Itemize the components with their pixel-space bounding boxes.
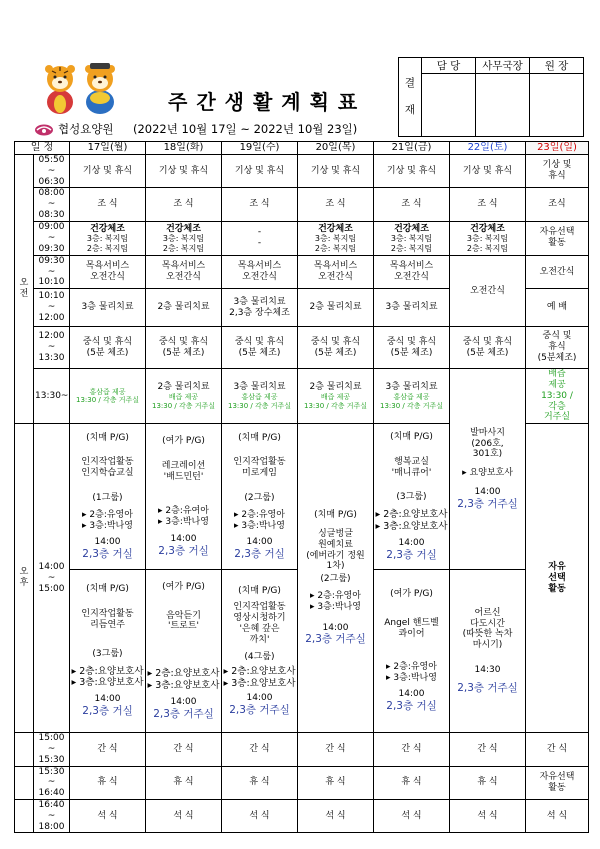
cell-wed: 휴 식 bbox=[222, 766, 298, 799]
cell-mon: 간 식 bbox=[70, 733, 146, 766]
program-location: 2,3층 거실 bbox=[234, 548, 285, 561]
cell-mon bbox=[70, 221, 146, 255]
cell-title: 건강체조 bbox=[394, 223, 429, 234]
program-location: 2,3층 거주실 bbox=[229, 704, 290, 717]
program-time: 14:00 bbox=[322, 622, 349, 633]
cell-title: 3층 물리치료 bbox=[233, 382, 286, 393]
time-cell: 14:00 ~ 15:00 bbox=[34, 424, 70, 733]
program-time: 14:00 bbox=[170, 533, 197, 544]
table-row bbox=[15, 327, 589, 369]
table-row bbox=[15, 188, 589, 221]
cell-sun: 간 식 bbox=[526, 733, 589, 766]
program-location: 2,3층 거주실 bbox=[153, 707, 214, 720]
cell-sat: 간 식 bbox=[450, 733, 526, 766]
cell-thu: 목욕서비스 오전간식 bbox=[298, 255, 374, 288]
program-type: (여가 P/G) bbox=[162, 581, 205, 592]
day-header-thu: 20일(목) bbox=[298, 142, 374, 155]
cell-sat: 조 식 bbox=[450, 188, 526, 221]
cell-fri: 목욕서비스 오전간식 bbox=[374, 255, 450, 288]
cell-wed bbox=[222, 369, 298, 424]
program-group: (2그룹) bbox=[320, 574, 351, 585]
cell-mon: 기상 및 휴식 bbox=[70, 155, 146, 188]
cell-thu: 기상 및 휴식 bbox=[298, 155, 374, 188]
program-staff: ▸ 2층:유영아 ▸ 3층:박나영 bbox=[310, 591, 361, 612]
table-row bbox=[15, 766, 589, 799]
program-time: 14:00 bbox=[246, 537, 273, 548]
program-name: Angel 핸드벨 콰이어 bbox=[384, 618, 439, 640]
cell-wed: 중식 및 휴식 (5분 체조) bbox=[222, 327, 298, 369]
tiger-mascot-logo bbox=[40, 62, 122, 114]
cell-fri bbox=[374, 221, 450, 255]
cell-sub: 3층: 복지팀 2층: 복지팀 bbox=[390, 234, 433, 253]
cell-sub: 3층: 복지팀 2층: 복지팀 bbox=[314, 234, 357, 253]
organization-emblem-icon bbox=[34, 123, 54, 136]
program-type: (치매 P/G) bbox=[86, 432, 129, 443]
day-header-sun: 23일(일) bbox=[526, 142, 589, 155]
cell-tue bbox=[146, 369, 222, 424]
time-cell: 16:40 ~ 18:00 bbox=[34, 799, 70, 832]
time-cell: 08:00 ~ 08:30 bbox=[34, 188, 70, 221]
program-location: 2,3층 거실 bbox=[158, 544, 209, 557]
cell-mon: 목욕서비스 오전간식 bbox=[70, 255, 146, 288]
snack-note: 홍삼즙 제공 13:30 / 각층 거주실 bbox=[379, 393, 444, 410]
day-header-tue: 18일(화) bbox=[146, 142, 222, 155]
cell-fri: 석 식 bbox=[374, 799, 450, 832]
cell-sat bbox=[450, 221, 526, 255]
program-name: 행복교실 '매니큐어' bbox=[391, 456, 432, 478]
cell-thu-program bbox=[298, 424, 374, 733]
program-type: (치매 P/G) bbox=[238, 432, 281, 443]
program-staff: ▸ 2층:유여아 ▸ 3층:박나영 bbox=[158, 506, 209, 528]
snack-note: 홍삼즙 제공 13:30 / 각층 거주실 bbox=[227, 393, 292, 410]
time-cell: 09:00 ~ 09:30 bbox=[34, 221, 70, 255]
cell-title: 2층 물리치료 bbox=[157, 382, 210, 393]
cell-mon: 석 식 bbox=[70, 799, 146, 832]
cell-sub: 3층: 복지팀 2층: 복지팀 bbox=[86, 234, 129, 253]
cell-tue-program-b bbox=[146, 570, 222, 733]
cell-sub: - bbox=[257, 238, 262, 249]
cell-sat-program-b bbox=[450, 570, 526, 733]
cell-sat: 오전간식 bbox=[450, 255, 526, 326]
program-location: 2,3층 거실 bbox=[82, 705, 133, 718]
program-name: 싱글벙글 원예치료 (에버라기 정원 1차) bbox=[306, 529, 365, 572]
time-cell: 15:30 ~ 16:40 bbox=[34, 766, 70, 799]
cell-sub: 3층: 복지팀 2층: 복지팀 bbox=[162, 234, 205, 253]
table-row bbox=[15, 799, 589, 832]
cell-tue: 기상 및 휴식 bbox=[146, 155, 222, 188]
cell-sun: 오전간식 bbox=[526, 255, 589, 288]
program-staff: ▸ 2층:요양보호사 ▸ 3층:요양보호사 bbox=[223, 666, 296, 689]
approval-role-head: 원 장 bbox=[530, 58, 584, 74]
day-header-mon: 17일(월) bbox=[70, 142, 146, 155]
cell-wed: 석 식 bbox=[222, 799, 298, 832]
program-group: (2그룹) bbox=[244, 492, 275, 503]
program-staff: ▸ 2층:요양보호사 ▸ 3층:요양보호사 bbox=[375, 509, 448, 532]
cell-title: 건강체조 bbox=[318, 223, 353, 234]
time-cell: 12:00 ~ 13:30 bbox=[34, 327, 70, 369]
cell-mon: 조 식 bbox=[70, 188, 146, 221]
program-type: (여가 P/G) bbox=[162, 435, 205, 446]
cell-tue: 조 식 bbox=[146, 188, 222, 221]
cell-title: 3층 물리치료 bbox=[385, 382, 438, 393]
snack-note: 홍삼즙 제공 13:30 / 각층 거주실 bbox=[75, 387, 140, 405]
section-morning: 오 전 bbox=[15, 155, 34, 424]
cell-fri: 기상 및 휴식 bbox=[374, 155, 450, 188]
approval-side-label bbox=[399, 58, 422, 137]
time-cell: 10:10 ~ 12:00 bbox=[34, 289, 70, 327]
cell-fri: 3층 물리치료 bbox=[374, 289, 450, 327]
schedule-period: (2022년 10월 17일 ~ 2022년 10월 23일) bbox=[133, 122, 358, 136]
cell-title: 건강체조 bbox=[166, 223, 201, 234]
section-afternoon: 오 후 bbox=[15, 424, 34, 733]
program-name: 어르신 다도시간 (따뜻한 녹차 마시기) bbox=[462, 607, 513, 651]
program-staff: ▸ 요양보호사 bbox=[462, 468, 513, 479]
program-time: 14:00 bbox=[398, 537, 425, 548]
cell-mon bbox=[70, 369, 146, 424]
organization-name: 협성요양원 bbox=[58, 122, 114, 136]
program-group: (1그룹) bbox=[92, 492, 123, 503]
program-type: (치매 P/G) bbox=[86, 584, 129, 595]
cell-mon: 3층 물리치료 bbox=[70, 289, 146, 327]
program-name: 음악듣기 '트로트' bbox=[166, 610, 201, 632]
day-header-sat: 22일(토) bbox=[450, 142, 526, 155]
program-name: 인지작업활동 리듬연주 bbox=[81, 609, 134, 631]
cell-sun: 배즙 제공 13:30 / 각층 거주실 bbox=[526, 369, 589, 424]
cell-sat: 휴 식 bbox=[450, 766, 526, 799]
program-location: 2,3층 거실 bbox=[386, 700, 437, 713]
program-type: (치매 P/G) bbox=[390, 431, 433, 442]
program-type: (여가 P/G) bbox=[390, 589, 433, 600]
cell-fri-program-b bbox=[374, 570, 450, 733]
program-staff: ▸ 2층:유영아 ▸ 3층:박나영 bbox=[234, 509, 285, 531]
cell-tue: 중식 및 휴식 (5분 체조) bbox=[146, 327, 222, 369]
approval-side-bottom: 재 bbox=[404, 104, 416, 116]
program-name: 인지작업활동 인지학습교실 bbox=[81, 457, 134, 479]
cell-fri: 중식 및 휴식 (5분 체조) bbox=[374, 327, 450, 369]
cell-sun: 석 식 bbox=[526, 799, 589, 832]
cell-mon: 휴 식 bbox=[70, 766, 146, 799]
table-row bbox=[15, 255, 589, 288]
program-staff: ▸ 2층:요양보호사 ▸ 3층:요양보호사 bbox=[147, 668, 220, 691]
cell-fri: 간 식 bbox=[374, 733, 450, 766]
program-time: 14:00 bbox=[246, 693, 273, 704]
cell-wed: 목욕서비스 오전간식 bbox=[222, 255, 298, 288]
cell-mon-program-b bbox=[70, 570, 146, 733]
program-staff: ▸ 2층:유영아 ▸ 3층:박나영 bbox=[386, 661, 437, 683]
cell-tue bbox=[146, 221, 222, 255]
cell-wed: 조 식 bbox=[222, 188, 298, 221]
cell-fri: 휴 식 bbox=[374, 766, 450, 799]
cell-fri: 조 식 bbox=[374, 188, 450, 221]
table-row bbox=[15, 369, 589, 424]
header-row bbox=[15, 142, 589, 155]
organization bbox=[34, 121, 114, 137]
approval-role-manager: 담 당 bbox=[422, 58, 476, 74]
snack-note: 배즙 제공 13:30 / 각층 거주실 bbox=[303, 393, 368, 410]
program-name: 레크레이션 '배드민턴' bbox=[161, 460, 206, 482]
cell-fri-program-a bbox=[374, 424, 450, 570]
cell-sun: 예 배 bbox=[526, 289, 589, 327]
approval-box bbox=[398, 57, 584, 137]
cell-tue-program-a bbox=[146, 424, 222, 570]
day-header-fri: 21일(금) bbox=[374, 142, 450, 155]
cell-title: 2층 물리치료 bbox=[309, 382, 362, 393]
table-row bbox=[15, 221, 589, 255]
cell-sat-program-a bbox=[450, 369, 526, 570]
program-time: 14:30 bbox=[474, 665, 501, 676]
cell-mon-program-a bbox=[70, 424, 146, 570]
time-cell: 15:00 ~ 15:30 bbox=[34, 733, 70, 766]
cell-tue: 석 식 bbox=[146, 799, 222, 832]
weekly-schedule-table bbox=[14, 141, 589, 833]
cell-thu: 중식 및 휴식 (5분 체조) bbox=[298, 327, 374, 369]
program-name: 인지작업활동 영상시청하기 '은혜 갚은 까치' bbox=[233, 602, 286, 645]
program-time: 14:00 bbox=[398, 689, 425, 700]
cell-sun: 중식 및 휴식 (5분체조) bbox=[526, 327, 589, 369]
cell-sub: 3층: 복지팀 2층: 복지팀 bbox=[466, 234, 509, 253]
table-row bbox=[15, 733, 589, 766]
day-header-wed: 19일(수) bbox=[222, 142, 298, 155]
cell-thu: 휴 식 bbox=[298, 766, 374, 799]
program-time: 14:00 bbox=[170, 697, 197, 708]
cell-tue: 휴 식 bbox=[146, 766, 222, 799]
cell-mon: 중식 및 휴식 (5분 체조) bbox=[70, 327, 146, 369]
program-type: (치매 P/G) bbox=[314, 510, 357, 521]
cell-fri bbox=[374, 369, 450, 424]
tiger-right-icon bbox=[85, 63, 115, 114]
program-staff: ▸ 2층:요양보호사 ▸ 3층:요양보호사 bbox=[71, 665, 144, 689]
program-location: 2,3층 거실 bbox=[82, 548, 133, 561]
program-group: (3그룹) bbox=[92, 648, 123, 659]
time-cell: 13:30~ bbox=[34, 369, 70, 424]
program-time: 14:00 bbox=[94, 694, 121, 705]
program-staff: ▸ 2층:유영아 ▸ 3층:박나영 bbox=[82, 509, 133, 531]
cell-sat: 기상 및 휴식 bbox=[450, 155, 526, 188]
approval-sign-director[interactable] bbox=[476, 74, 530, 137]
cell-thu: 간 식 bbox=[298, 733, 374, 766]
snack-note: 배즙 제공 13:30 / 각층 거주실 bbox=[151, 393, 216, 410]
cell-wed: 간 식 bbox=[222, 733, 298, 766]
cell-thu: 석 식 bbox=[298, 799, 374, 832]
cell-sun: 기상 및 휴식 bbox=[526, 155, 589, 188]
cell-wed-program-a bbox=[222, 424, 298, 570]
program-time: 14:00 bbox=[474, 487, 501, 498]
cell-wed: 기상 및 휴식 bbox=[222, 155, 298, 188]
cell-title: 건강체조 bbox=[470, 223, 505, 234]
program-location: 2,3층 거주실 bbox=[457, 681, 518, 694]
cell-thu: 조 식 bbox=[298, 188, 374, 221]
program-group: (4그룹) bbox=[244, 651, 275, 662]
time-cell: 05:50 ~ 06:30 bbox=[34, 155, 70, 188]
cell-sat: 석 식 bbox=[450, 799, 526, 832]
program-name: 발마사지 (206호, 301호) bbox=[470, 427, 505, 460]
cell-thu bbox=[298, 369, 374, 424]
program-location: 2,3층 거주실 bbox=[457, 497, 518, 510]
cell-wed-program-b bbox=[222, 570, 298, 733]
program-time: 14:00 bbox=[94, 537, 121, 548]
cell-sun: 조식 bbox=[526, 188, 589, 221]
cell-thu bbox=[298, 221, 374, 255]
cell-wed bbox=[222, 221, 298, 255]
cell-thu: 2층 물리치료 bbox=[298, 289, 374, 327]
approval-side-top: 결 bbox=[404, 76, 416, 89]
table-row bbox=[15, 155, 589, 188]
time-cell: 09:30 ~ 10:10 bbox=[34, 255, 70, 288]
cell-title: 건강체조 bbox=[90, 223, 125, 234]
program-location: 2,3층 거주실 bbox=[305, 633, 366, 646]
cell-sun: 자유선택 활동 bbox=[526, 766, 589, 799]
period-header: 일 정 bbox=[15, 142, 70, 155]
program-group: (3그룹) bbox=[396, 492, 427, 503]
cell-tue: 2층 물리치료 bbox=[146, 289, 222, 327]
tiger-left-icon bbox=[45, 65, 75, 114]
approval-sign-head[interactable] bbox=[530, 74, 584, 137]
program-name: 인지작업활동 미로게임 bbox=[233, 457, 286, 479]
approval-role-director: 사무국장 bbox=[476, 58, 530, 74]
program-location: 2,3층 거실 bbox=[386, 548, 437, 561]
cell-sun: 자유선택 활동 bbox=[526, 221, 589, 255]
program-type: (치매 P/G) bbox=[238, 585, 281, 596]
page-title: 주간생활계획표 bbox=[168, 90, 367, 114]
cell-tue: 목욕서비스 오전간식 bbox=[146, 255, 222, 288]
cell-tue: 간 식 bbox=[146, 733, 222, 766]
cell-wed: 3층 물리치료 2,3층 장수체조 bbox=[222, 289, 298, 327]
approval-sign-manager[interactable] bbox=[422, 74, 476, 137]
cell-sun: 자유 선택 활동 bbox=[526, 424, 589, 733]
cell-sat: 중식 및 휴식 (5분 체조) bbox=[450, 327, 526, 369]
cell-title: - bbox=[257, 227, 262, 238]
